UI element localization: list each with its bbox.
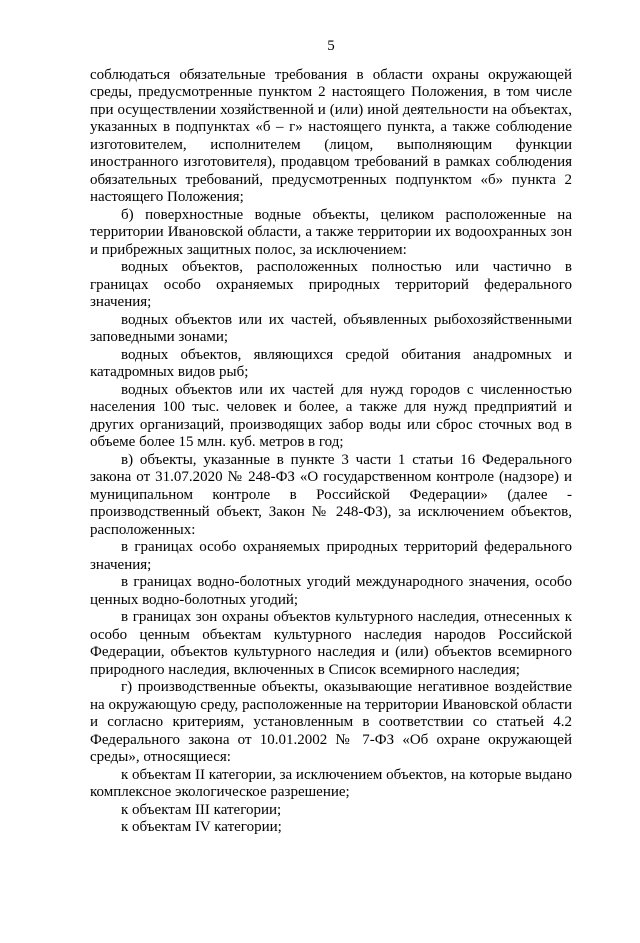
document-body: [90, 67, 572, 837]
paragraph: водных объектов, расположенных полностью или частично в границах особо охраняемых природных территорий федерального значения;: [90, 259, 572, 310]
paragraph: в границах водно-болотных угодий международного значения, особо ценных водно-болотных угодий;: [90, 574, 572, 608]
paragraph: в границах зон охраны объектов культурного наследия, отнесенных к особо ценным объектам культурного наследия народов Российской Федерации, объектов культурного наследия и (или) объектов всемирного природного наследия, включенных в Список всемирного наследия;: [90, 609, 572, 678]
paragraph: водных объектов или их частей, объявленных рыбохозяйственными заповедными зонами;: [90, 311, 572, 345]
page-number: 5: [327, 38, 335, 54]
paragraph: к объектам IV категории;: [121, 819, 282, 835]
paragraph: водных объектов или их частей для нужд городов с численностью населения 100 тыс. человек и более, а также для нужд предприятий и других организаций, производящих забор воды или сброс сточных вод в объеме более 15 млн. куб. метров в год;: [90, 381, 572, 450]
paragraph: б) поверхностные водные объекты, целиком расположенные на территории Ивановской области, а также территории их водоохранных зон и прибрежных защитных полос, за исключением:: [90, 206, 572, 258]
paragraph: соблюдаться обязательные требования в области охраны окружающей среды, предусмотренные пунктом 2 настоящего Положения, в том числе при осуществлении хозяйственной и (или) иной деятельности на объектах, указанных в подпунктах «б – г» настоящего пункта, а также соблюдение изготовителем, исполнителем (лицом, выполняющим функции иностранного изготовителя), продавцом требований в рамках соблюдения обязательных требований, предусмотренных подпунктом «б» пункта 2 настоящего Положения;: [90, 66, 572, 205]
paragraph: водных объектов, являющихся средой обитания анадромных и катадромных видов рыб;: [90, 346, 572, 380]
paragraph: к объектам II категории, за исключением объектов, на которые выдано комплексное экологическое разрешение;: [90, 766, 572, 800]
paragraph: в границах особо охраняемых природных территорий федерального значения;: [90, 539, 572, 573]
paragraph: г) производственные объекты, оказывающие негативное воздействие на окружающую среду, расположенные на территории Ивановской области и согласно критериям, установленным в соответствии со статьей 4.2 Федерального закона от 10.01.2002 № 7-ФЗ «Об охране окружающей среды», относящиеся:: [90, 679, 572, 765]
paragraph: в) объекты, указанные в пункте 3 части 1 статьи 16 Федерального закона от 31.07.2020 № 248-ФЗ «О государственном контроле (надзоре) и муниципальном контроле в Российской Федерации» (далее - производственный объект, Закон № 248-ФЗ), за исключением объектов, расположенных:: [90, 451, 572, 538]
paragraph: к объектам III категории;: [121, 801, 282, 818]
document-page: [0, 38, 640, 943]
